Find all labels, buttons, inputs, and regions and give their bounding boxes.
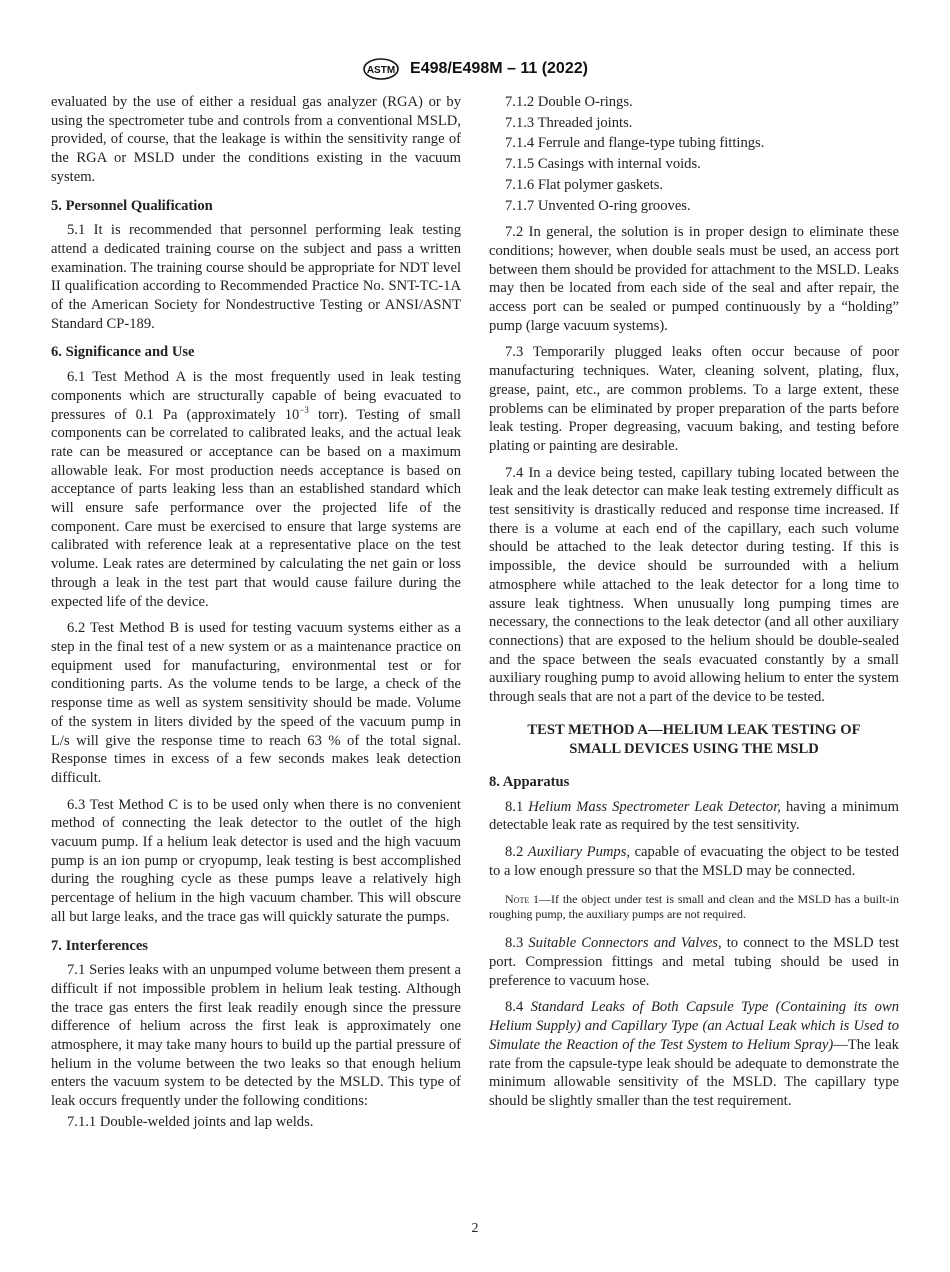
list-item-7-1-3: 7.1.3 Threaded joints.	[505, 114, 633, 131]
paragraph-5-1: 5.1 It is recommended that personnel performing leak testing attend a dedicated training course on the subject and pass a written examination. The training course should be appropriate for NDT level II qualification according to Recommended Practice No. SNT-TC-1A of the American Society for Nondestructive Testing or ANSI/ASNT Standard CP-189.	[51, 222, 461, 332]
item-title: Suitable Connectors and Valves,	[528, 935, 722, 952]
section-7-heading: 7. Interferences	[51, 937, 148, 954]
paragraph-6-1	[51, 368, 461, 611]
paragraph-number: 8.1	[505, 798, 529, 815]
paragraph-8-2	[489, 843, 899, 880]
note-label: Note 1	[505, 892, 540, 907]
section-8-heading: 8. Apparatus	[489, 773, 570, 790]
item-text: —The leak rate from the capsule-type leak should be adequate to demonstrate the minimum allowable sensitivity of the MSLD. The capillary type should be slightly smaller than the test requirement.	[489, 1036, 899, 1109]
page-number: 2	[471, 1221, 479, 1236]
list-item-7-1-1: 7.1.1 Double-welded joints and lap welds.	[67, 1113, 314, 1130]
paragraph-6-3: 6.3 Test Method C is to be used only when there is no convenient method of connecting the leak detector to the outlet of the high vacuum pump. If a helium leak detector is used and the high vacuum pump is an ion pump or cryopump, leak testing is best accomplished during the roughing cycle as these pumps leave a relatively high percentage of helium in the high vacuum chamber. This will obscure all but large leaks, and the trace gas will quickly saturate the pumps.	[51, 796, 461, 925]
list-item-7-1-6: 7.1.6 Flat polymer gaskets.	[505, 176, 664, 193]
paragraph-8-3	[489, 934, 899, 990]
list-item-7-1-2: 7.1.2 Double O-rings.	[505, 94, 633, 110]
list-item-7-1-5: 7.1.5 Casings with internal voids.	[505, 156, 701, 173]
section-6-heading: 6. Significance and Use	[51, 344, 195, 361]
list-item-7-1-7: 7.1.7 Unvented O-ring grooves.	[505, 197, 691, 214]
item-title: Auxiliary Pumps,	[527, 843, 631, 860]
item-text: capable of evacuating the object to be tested to a low enough pressure so that the MSLD may be connected.	[489, 843, 899, 879]
page-header	[0, 58, 950, 80]
paragraph-6-2: 6.2 Test Method B is used for testing vacuum systems either as a step in the final test of a new system or as a maintenance practice on equipment used for manufacturing, environmental test or for conditioning parts. As the volume tends to be large, a check of the response time as well as system sensitivity should be made. Volume of the system in liters divided by the speed of the vacuum pump in L/s will give the response time to reach 63 % of the total signal. Response times in excess of a few seconds makes leak detection difficult.	[51, 620, 461, 786]
note-1	[489, 892, 899, 922]
section-5-heading: 5. Personnel Qualification	[51, 197, 213, 214]
paragraph-7-1: 7.1 Series leaks with an unpumped volume between them present a difficult if not impossible problem in helium leak testing. Although the trace gas enters the first leak readily enough since the pressure difference of helium across the first leak is approximately one atmosphere, it may take many hours to build up the partial pressure of helium in the volume between the two leaks so that enough helium enters the vacuum system to be detected by the MSLD. This type of leak occurs frequently under the following conditions:	[51, 962, 461, 1110]
item-text: having a minimum detectable leak rate as required by the test sensitivity.	[489, 798, 900, 834]
list-item-7-1-4: 7.1.4 Ferrule and flange-type tubing fittings.	[505, 135, 765, 152]
right-column	[489, 93, 899, 1119]
intro-paragraph: evaluated by the use of either a residual gas analyzer (RGA) or by using the spectrometer tube and controls from a conventional MSLD, provided, of course, that the leakage is within the sensitivity range of the RGA or MSLD under the conditions existing in the vacuum system.	[51, 94, 461, 185]
paragraph-8-4	[489, 998, 899, 1110]
astm-logo-icon	[362, 58, 400, 80]
item-text: to connect to the MSLD test port. Compression fittings and metal tubing should be used in preference to vacuum hose.	[489, 935, 899, 989]
document-designation: E498/E498M – 11 (2022)	[410, 60, 588, 77]
note-text: —If the object under test is small and clean and the MSLD has a built-in roughing pump, the auxiliary pumps are not required.	[489, 892, 899, 922]
paragraph-6-1-text-a: 6.1 Test Method A is the most frequently used in leak testing components which are structurally capable of being evacuated to pressures of 0.1 Pa (approximately 10	[51, 369, 461, 423]
item-title: Helium Mass Spectrometer Leak Detector,	[528, 798, 781, 815]
svg-text:ASTM: ASTM	[366, 65, 396, 76]
item-title: Standard Leaks of Both Capsule Type (Containing its own Helium Supply) and Capillary Type (an Actual Leak which is Used to Simulate the Reaction of the Test System to Helium Spray)	[489, 999, 900, 1053]
left-column	[51, 93, 461, 1134]
paragraph-7-4: 7.4 In a device being tested, capillary tubing located between the leak and the leak detector can make leak testing extremely difficult as test sensitivity is drastically reduced and response time increased. If there is a volume at each end of the capillary, each such volume should be attached to the leak detector during testing. If this is impossible, the device should be surrounded with a helium atmosphere while attached to the leak detector for a long time to assure leak tightness. When unusually long pumping times are necessary, the connections to the leak detector (and all other auxiliary connections) that are exposed to the helium should be double-sealed and the space between the seals evacuated constantly by a small auxiliary roughing pump to avoid allowing helium to enter the system through seals that are not a part of the device to be tested.	[489, 464, 899, 706]
paragraph-7-3: 7.3 Temporarily plugged leaks often occur because of poor manufacturing techniques. Water, cleaning solvent, plating, flux, grease, paint, etc., are common problems. To a large extent, these problems can be eliminated by proper preparation of the parts before leak testing. Proper degreasing, vacuum baking, and testing before plating or painting are desirable.	[489, 344, 899, 454]
exponent: −3	[299, 404, 309, 415]
test-method-a-heading: TEST METHOD A—HELIUM LEAK TESTING OF SMALL DEVICES USING THE MSLD	[527, 721, 861, 757]
paragraph-8-1	[489, 798, 899, 835]
paragraph-number: 8.4	[505, 999, 531, 1016]
paragraph-6-1-text-b: torr). Testing of small components can be correlated to calibrated leaks, and the actual leak rate can be measured or acceptance can be based on a maximum allowable leak. For most production needs acceptance is based on acceptance of parts leaking less than an established standard which will ensure safe performance over the projected life of the component. Care must be exercised to ensure that large systems are calibrated with reference leak at a representative place on the test volume. Leak rates are determined by calculating the net gain or loss through a leak in the test part that would cause failure during the expected life of the device.	[51, 406, 461, 610]
paragraph-number: 8.3	[505, 935, 529, 952]
paragraph-7-2: 7.2 In general, the solution is in proper design to eliminate these conditions; however, when double seals must be used, an access port between them should be provided for attachment to the MSLD. Leaks may then be located from each side of the seal and after repair, the access port can be sealed or pumped continuously by a “holding” pump (large vacuum systems).	[489, 224, 899, 334]
paragraph-number: 8.2	[505, 843, 528, 860]
